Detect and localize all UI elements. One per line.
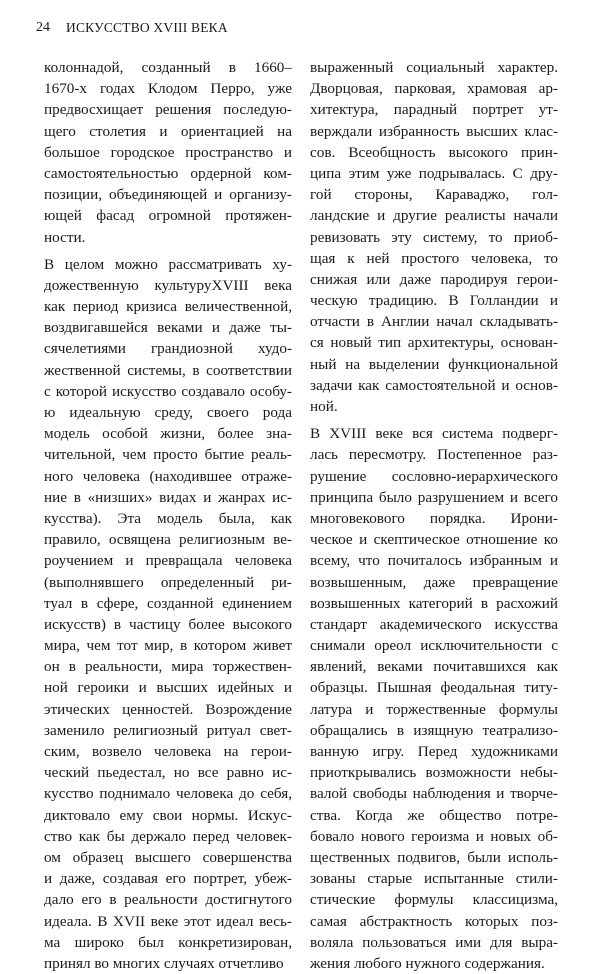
text-line: туал в сфере, созданной единением	[44, 594, 292, 612]
text-line: стические формулы классицизма,	[310, 891, 558, 909]
text-line: ципа этим уже подрывалась. С дру-	[310, 164, 558, 182]
right-column	[310, 57, 558, 974]
text-line: роучением и превращала человека	[44, 552, 292, 570]
text-line: щественных подвигов, были исполь-	[310, 848, 558, 866]
text-line: колоннадой, созданный в 1660–	[44, 59, 292, 76]
text-line: принял во многих случаях отчетливо	[44, 954, 284, 972]
text-line: модель особой жизни, более зна-	[44, 425, 292, 443]
text-line: стандарт академического искусства	[310, 615, 558, 633]
text-line: диктовало ему свои нормы. Искус-	[44, 806, 292, 824]
text-line: явлений, веками почитавшихся как	[310, 658, 558, 676]
text-line: рушение сословно-иерархического	[310, 467, 558, 485]
text-line: возвышенным, даже превращение	[310, 573, 558, 591]
text-line: образцы. Пышная феодальная титу-	[310, 679, 558, 697]
text-line: воздвигавшейся веками и даже ты-	[44, 319, 292, 337]
text-line: дало его в реальности достигнутого	[44, 891, 292, 909]
text-line: хитектура, парадный портрет ут-	[310, 101, 558, 119]
text-line: принципа было разрушением и всего	[310, 488, 558, 506]
text-line: и даже, создавая его портрет, убеж-	[44, 870, 292, 888]
text-line: сячелетиями грандиозной худо-	[44, 340, 292, 358]
text-line: обращались в изящную театрализо-	[310, 721, 558, 739]
text-line: мира, чем тот мир, в котором живет	[44, 637, 292, 655]
text-line: отчасти в Англии начал складывать-	[310, 313, 558, 331]
paragraph	[44, 254, 292, 974]
text-line: кусство поднимало человека до себя,	[44, 785, 292, 803]
text-line: как период кризиса величественной,	[44, 298, 292, 316]
text-line: жения любого нужного содержания.	[310, 954, 545, 972]
text-line: идеала. В XVII веке этот идеал весь-	[44, 912, 292, 930]
text-line: гой стороны, Караваджо, гол-	[310, 186, 558, 204]
page-header	[36, 18, 566, 44]
text-line: возвышенных категорий в расхожий	[310, 594, 558, 612]
paragraph	[310, 423, 558, 974]
left-column	[44, 57, 292, 974]
text-line: правило, освящена религиозным ве-	[44, 531, 292, 549]
text-line: ние в «низших» видах и жанрах ис-	[44, 488, 292, 506]
text-line: ства. Когда же общество потре-	[310, 806, 558, 824]
text-line: приоткрывались возможности небы-	[310, 764, 558, 782]
text-line: ной.	[310, 398, 338, 415]
text-line: зованы старые испытанные стили-	[310, 870, 558, 888]
text-line: ом образец высшего совершенства	[44, 848, 292, 866]
text-line: искусств) в частицу более высокого	[44, 615, 292, 633]
text-line: позиции, объединяющей и организу-	[44, 186, 292, 204]
text-line: ландские и другие реалисты начали	[310, 207, 558, 225]
text-line: воляла пользоваться ими для выра-	[310, 933, 558, 951]
text-line: ванную игру. Перед художниками	[310, 743, 558, 760]
text-line: щего столетия и ориентацией на	[44, 122, 292, 140]
text-line: многовекового порядка. Ирони-	[310, 509, 558, 527]
text-line: В целом можно рассматривать ху-	[44, 255, 292, 273]
text-line: кусства). Эта модель была, как	[44, 509, 292, 527]
text-line: верждали избранность высших клас-	[310, 122, 558, 140]
text-line: задачи как самостоятельной и основ-	[310, 376, 558, 394]
text-line: заменило религиозный ритуал свет-	[44, 721, 292, 739]
running-title: ИСКУССТВО XVIII ВЕКА	[66, 20, 228, 35]
text-line: 1670-х годах Клодом Перро, уже	[44, 80, 292, 98]
paragraph	[44, 57, 292, 248]
text-line: (выполнявшего определенный ри-	[44, 573, 292, 591]
text-line: ма широко был конкретизирован,	[44, 933, 292, 951]
text-line: ским, возвело человека на герои-	[44, 743, 292, 760]
text-line: чительной, чем просто бытие реаль-	[44, 446, 292, 464]
text-line: ся новый тип архитектуры, основан-	[310, 334, 558, 352]
text-line: ревизовать эту систему, то приоб-	[310, 228, 558, 246]
text-line: В XVIII веке вся система подверг-	[310, 425, 558, 443]
text-line: ческое и скептическое отношение ко	[310, 531, 558, 549]
text-line: латура и торжественные формулы	[310, 700, 558, 718]
text-line: щая к ней простого человека, то	[310, 249, 558, 267]
text-line: ческий пьедестал, но все равно ис-	[44, 764, 292, 782]
text-line: Дворцовая, парковая, храмовая ар-	[310, 80, 558, 98]
text-line: самостоятельностью ордерной ком-	[44, 164, 292, 182]
text-line: ющей фасад огромной протяжен-	[44, 207, 292, 225]
text-line: снижая или даже пародируя герои-	[310, 270, 558, 288]
text-line: ство как бы держало перед человек-	[44, 827, 292, 845]
text-line: сов. Всеобщность высокого прин-	[310, 143, 558, 161]
text-line: ю идеальную среду, своего рода	[44, 404, 292, 421]
text-line: с которой искусство создавало особу-	[44, 382, 292, 400]
text-line: ности.	[44, 228, 86, 246]
text-line: снимали ореол исключительности с	[310, 637, 558, 655]
text-line: ной героики и высших идейных и	[44, 679, 292, 697]
text-line: валой свободы наблюдения и творче-	[310, 785, 558, 803]
text-line: предвосхищает решения последую-	[44, 101, 292, 119]
text-line: бовало нового героизма и новых об-	[310, 827, 558, 845]
text-line: большое городское пространство и	[44, 143, 292, 161]
text-line: ческую традицию. В Голландии и	[310, 292, 558, 310]
text-line: выраженный социальный характер.	[310, 59, 558, 76]
text-line: этических ценностей. Возрождение	[44, 700, 292, 718]
text-line: самая абстрактность которых поз-	[310, 912, 558, 930]
text-line: ного человека (находившее отраже-	[44, 467, 292, 485]
text-line: всему, что почиталось избранным и	[310, 552, 558, 570]
text-line: дожественную культуруXVIII века	[44, 276, 292, 294]
text-line: лась пересмотру. Постепенное раз-	[310, 446, 558, 464]
paragraph	[310, 57, 558, 417]
text-line: жественной системы, в соответствии	[44, 361, 292, 379]
text-line: ный на выделении функциональной	[310, 355, 558, 373]
page-number: 24	[36, 20, 50, 35]
text-line: он в реальности, мира торжествен-	[44, 658, 292, 676]
